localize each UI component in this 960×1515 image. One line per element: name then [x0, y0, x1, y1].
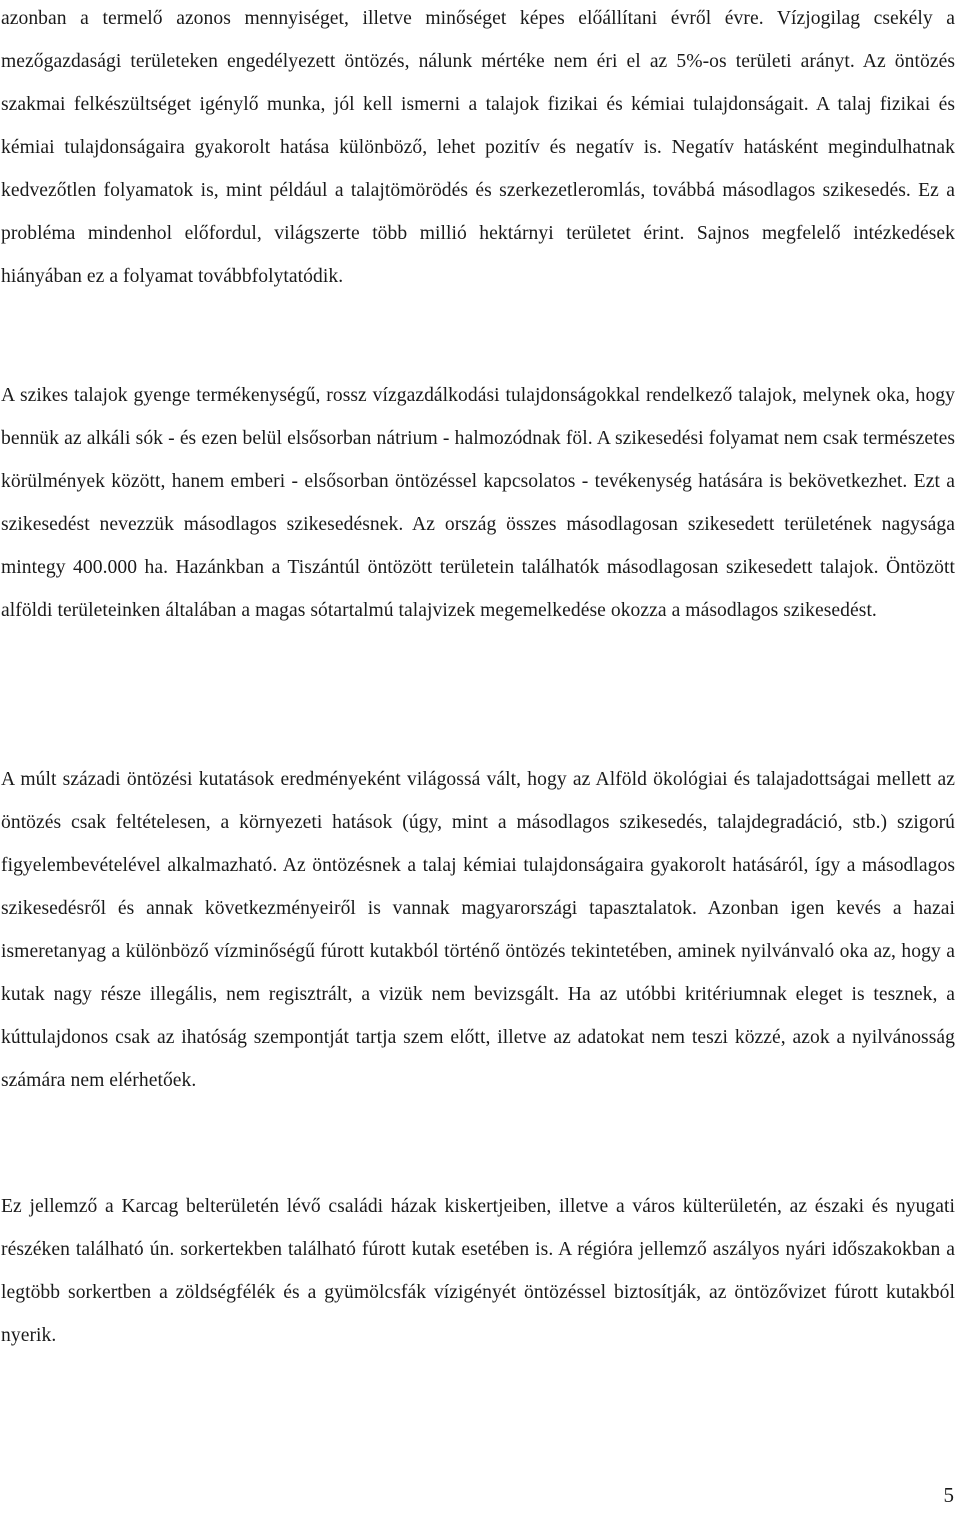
paragraph-irrigation-research: A múlt századi öntözési kutatások eredményeként világossá vált, hogy az Alföld ökológiai és talajadottságai mellett az öntözés csak feltételesen, a környezeti hatások (úgy, mint a másodlagos szikesedés, talajdegradáció, stb.) szigorú figyelembevételével alkalmazható. Az öntözésnek a talaj kémiai tulajdonságaira gyakorolt hatásáról, így a másodlagos szikesedésről és annak következményeiről is vannak magyarországi tapasztalatok. Azonban igen kevés a hazai ismeretanyag a különböző vízminőségű fúrott kutakból történő öntözés tekintetében, aminek nyilvánvaló oka az, hogy a kutak nagy része illegális, nem regisztrált, a vizük nem bevizsgált. Ha az utóbbi kritériumnak eleget is tesznek, a kúttulajdonos csak az ihatóság szempontját tartja szem előtt, illetve az adatokat nem teszi közzé, azok a nyilvánosság számára nem elérhetőek. [1, 769, 955, 1091]
page-number: 5 [943, 1483, 954, 1507]
paragraph-irrigation-intro: azonban a termelő azonos mennyiséget, illetve minőséget képes előállítani évről évre. Vízjogilag csekély a mezőgazdasági területeken engedélyezett öntözés, nálunk mértéke nem éri el az 5%-os területi arányt. Az öntözés szakmai felkészültséget igénylő munka, jól kell ismerni a talajok fizikai és kémiai tulajdonságait. A talaj fizikai és kémiai tulajdonságaira gyakorolt hatása különböző, lehet pozitív és negatív is. Negatív hatásként megindulhatnak kedvezőtlen folyamatok is, mint például a talajtömörödés és szerkezetleromlás, továbbá másodlagos szikesedés. Ez a probléma mindenhol előfordul, világszerte több millió hektárnyi területet érint. Sajnos megfelelő intézkedések hiányában ez a folyamat továbbfolytatódik. [1, 8, 955, 287]
paragraph-saline-soils: A szikes talajok gyenge termékenységű, rossz vízgazdálkodási tulajdonságokkal rendelkező talajok, melynek oka, hogy bennük az alkáli sók - és ezen belül elsősorban nátrium - halmozódnak föl. A szikesedési folyamat nem csak természetes körülmények között, hanem emberi - elsősorban öntözéssel kapcsolatos - tevékenység hatására is bekövetkezhet. Ezt a szikesedést nevezzük másodlagos szikesedésnek. Az ország összes másodlagosan szikesedett területének nagysága mintegy 400.000 ha. Hazánkban a Tiszántúl öntözött területein találhatók másodlagosan szikesedett talajok. Öntözött alföldi területeinken általában a magas sótartalmú talajvizek megemelkedése okozza a másodlagos szikesedést. [1, 385, 955, 621]
paragraph-karcag-gardens: Ez jellemző a Karcag belterületén lévő családi házak kiskertjeiben, illetve a város külterületén, az északi és nyugati részéken található ún. sorkertekben található fúrott kutak esetében is. A régióra jellemző aszályos nyári időszakokban a legtöbb sorkertben a zöldségfélék és a gyümölcsfák vízigényét öntözéssel biztosítják, az öntözővizet fúrott kutakból nyerik. [1, 1196, 955, 1346]
